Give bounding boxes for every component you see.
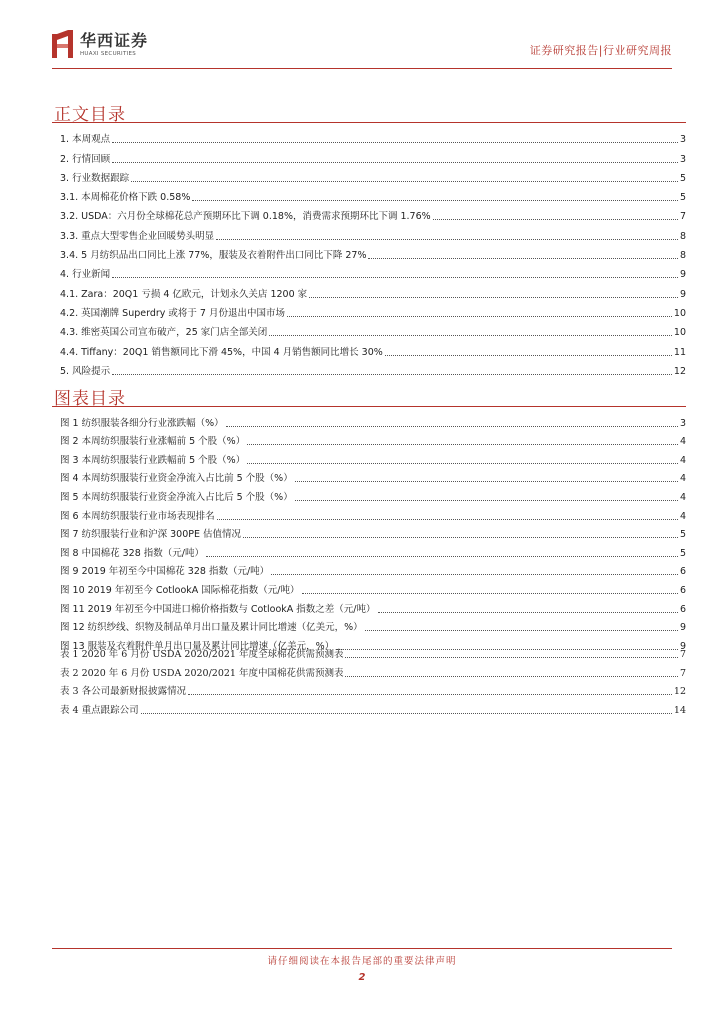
table-entry[interactable] bbox=[60, 697, 686, 715]
figure-entry[interactable] bbox=[60, 559, 686, 578]
figure-entry[interactable] bbox=[60, 429, 686, 448]
page-number: 2 bbox=[358, 972, 366, 983]
dot-leader bbox=[345, 676, 677, 677]
toc-entry[interactable] bbox=[60, 184, 686, 203]
toc-entry-text: 2. 行情回顾 bbox=[60, 153, 111, 165]
dot-leader bbox=[217, 519, 678, 520]
figure-entry[interactable] bbox=[60, 503, 686, 522]
figure-entry-page: 3 bbox=[679, 417, 686, 429]
dot-leader bbox=[112, 277, 678, 278]
toc-entry[interactable] bbox=[60, 165, 686, 184]
toc-entry[interactable] bbox=[60, 338, 686, 357]
dot-leader bbox=[112, 142, 678, 143]
dot-leader bbox=[112, 162, 678, 163]
toc-entry-text: 3.2. USDA：六月份全球棉花总产预期环比下调 0.18%，消费需求预期环比下调 1.76% bbox=[60, 211, 431, 223]
figure-entry-text: 图 12 纺织纱线、织物及制品单月出口量及累计同比增速（亿美元，%） bbox=[60, 622, 363, 634]
figure-toc-title: 图表目录 bbox=[54, 389, 126, 409]
toc-entry-text: 4.4. Tiffany：20Q1 销售额同比下滑 45%，中国 4 月销售额同比增长 30% bbox=[60, 346, 383, 358]
dot-leader bbox=[141, 713, 672, 714]
dot-leader bbox=[385, 355, 672, 356]
figure-entry-page: 4 bbox=[679, 436, 686, 448]
figure-entry-text: 图 1 纺织服装各细分行业涨跌幅（%） bbox=[60, 417, 224, 429]
dot-leader bbox=[302, 593, 678, 594]
toc-entry-page: 3 bbox=[679, 134, 686, 146]
figure-entry[interactable] bbox=[60, 596, 686, 615]
dot-leader bbox=[188, 694, 672, 695]
figure-entry-text: 图 11 2019 年初至今中国进口棉价格指数与 CotlookA 指数之差（元/吨） bbox=[60, 603, 376, 615]
toc-entry-text: 4. 行业新闻 bbox=[60, 269, 111, 281]
figure-entry-page: 9 bbox=[679, 640, 686, 652]
table-entry-page: 7 bbox=[679, 667, 686, 679]
figure-entry-text: 图 5 本周纺织服装行业资金净流入占比后 5 个股（%） bbox=[60, 491, 293, 503]
toc-entry-page: 5 bbox=[679, 192, 686, 204]
figure-entry-text: 图 8 中国棉花 328 指数（元/吨） bbox=[60, 547, 204, 559]
figure-toc-list bbox=[60, 410, 686, 652]
figure-entry-text: 图 2 本周纺织服装行业涨幅前 5 个股（%） bbox=[60, 436, 246, 448]
figure-entry[interactable] bbox=[60, 447, 686, 466]
figure-entry[interactable] bbox=[60, 615, 686, 634]
figure-entry-text: 图 7 纺织服装行业和沪深 300PE 估值情况 bbox=[60, 529, 241, 541]
main-toc-list bbox=[60, 126, 686, 377]
toc-entry-page: 5 bbox=[679, 172, 686, 184]
dot-leader bbox=[216, 239, 678, 240]
toc-entry[interactable] bbox=[60, 145, 686, 164]
figure-toc-rule bbox=[52, 406, 686, 407]
toc-entry-text: 3. 行业数据跟踪 bbox=[60, 172, 130, 184]
figure-entry-page: 4 bbox=[679, 473, 686, 485]
toc-entry[interactable] bbox=[60, 280, 686, 299]
toc-entry-page: 11 bbox=[673, 346, 686, 358]
toc-entry-text: 3.1. 本周棉花价格下跌 0.58% bbox=[60, 192, 191, 204]
toc-entry[interactable] bbox=[60, 203, 686, 222]
figure-entry[interactable] bbox=[60, 484, 686, 503]
toc-entry-page: 10 bbox=[673, 307, 686, 319]
dot-leader bbox=[345, 657, 677, 658]
dot-leader bbox=[378, 612, 678, 613]
table-entry-text: 表 4 重点跟踪公司 bbox=[60, 704, 139, 716]
toc-entry[interactable] bbox=[60, 242, 686, 261]
figure-entry-text: 图 3 本周纺织服装行业跌幅前 5 个股（%） bbox=[60, 454, 246, 466]
toc-entry-text: 4.1. Zara：20Q1 亏损 4 亿欧元，计划永久关店 1200 家 bbox=[60, 288, 308, 300]
toc-entry[interactable] bbox=[60, 126, 686, 145]
figure-entry[interactable] bbox=[60, 540, 686, 559]
dot-leader bbox=[131, 181, 678, 182]
table-entry-page: 14 bbox=[673, 704, 686, 716]
toc-entry[interactable] bbox=[60, 300, 686, 319]
figure-entry-text: 图 9 2019 年初至今中国棉花 328 指数（元/吨） bbox=[60, 566, 270, 578]
dot-leader bbox=[206, 556, 678, 557]
figure-entry-page: 4 bbox=[679, 454, 686, 466]
dot-leader bbox=[433, 219, 678, 220]
table-entry[interactable] bbox=[60, 660, 686, 678]
table-entry[interactable] bbox=[60, 642, 686, 660]
figure-entry-page: 6 bbox=[679, 566, 686, 578]
toc-entry-page: 9 bbox=[679, 288, 686, 300]
toc-entry-text: 4.3. 维密英国公司宣布破产，25 家门店全部关闭 bbox=[60, 327, 268, 339]
figure-entry[interactable] bbox=[60, 522, 686, 541]
figure-entry[interactable] bbox=[60, 410, 686, 429]
toc-entry[interactable] bbox=[60, 222, 686, 241]
toc-entry-text: 1. 本周观点 bbox=[60, 134, 111, 146]
figure-entry-page: 6 bbox=[679, 584, 686, 596]
toc-entry-page: 8 bbox=[679, 250, 686, 262]
toc-entry-page: 8 bbox=[679, 230, 686, 242]
table-entry-text: 表 2 2020 年 6 月份 USDA 2020/2021 年度中国棉花供需预测表 bbox=[60, 667, 344, 679]
footer-rule bbox=[52, 948, 672, 949]
figure-entry-text: 图 13 服装及衣着附件单月出口量及累计同比增速（亿美元，%） bbox=[60, 640, 335, 652]
huaxi-logo-icon bbox=[52, 30, 74, 60]
figure-entry[interactable] bbox=[60, 577, 686, 596]
dot-leader bbox=[192, 200, 678, 201]
dot-leader bbox=[269, 335, 672, 336]
dot-leader bbox=[287, 316, 672, 317]
table-toc-list bbox=[60, 642, 686, 716]
main-toc-rule bbox=[52, 122, 686, 123]
company-logo bbox=[52, 30, 148, 60]
logo-english-name: HUAXI SECURITIES bbox=[80, 50, 137, 57]
toc-entry-page: 3 bbox=[679, 153, 686, 165]
dot-leader bbox=[226, 426, 678, 427]
toc-entry-text: 3.3. 重点大型零售企业回暖势头明显 bbox=[60, 230, 215, 242]
toc-entry-page: 12 bbox=[673, 365, 686, 377]
table-entry-text: 表 3 各公司最新财报披露情况 bbox=[60, 686, 187, 698]
figure-entry-page: 4 bbox=[679, 510, 686, 522]
logo-chinese-name: 华西证券 bbox=[80, 30, 149, 50]
figure-entry-page: 6 bbox=[679, 603, 686, 615]
toc-entry-text: 5. 风险提示 bbox=[60, 365, 111, 377]
toc-entry[interactable] bbox=[60, 319, 686, 338]
dot-leader bbox=[271, 574, 678, 575]
dot-leader bbox=[295, 500, 678, 501]
figure-entry-text: 图 6 本周纺织服装行业市场表现排名 bbox=[60, 510, 215, 522]
dot-leader bbox=[247, 463, 678, 464]
toc-entry[interactable] bbox=[60, 261, 686, 280]
table-entry-text: 表 1 2020 年 6 月份 USDA 2020/2021 年度全球棉花供需预测表 bbox=[60, 649, 344, 661]
figure-entry[interactable] bbox=[60, 466, 686, 485]
toc-entry-page: 9 bbox=[679, 269, 686, 281]
table-entry[interactable] bbox=[60, 679, 686, 697]
dot-leader bbox=[309, 297, 678, 298]
figure-entry-text: 图 10 2019 年初至今 CotlookA 国际棉花指数（元/吨） bbox=[60, 584, 300, 596]
figure-entry-text: 图 4 本周纺织服装行业资金净流入占比前 5 个股（%） bbox=[60, 473, 293, 485]
toc-entry[interactable] bbox=[60, 358, 686, 377]
figure-entry-page: 5 bbox=[679, 547, 686, 559]
table-entry-page: 7 bbox=[679, 649, 686, 661]
figure-entry-page: 9 bbox=[679, 622, 686, 634]
dot-leader bbox=[368, 258, 677, 259]
page-header bbox=[52, 28, 672, 69]
footer-disclaimer[interactable]: 请仔细阅读在本报告尾部的重要法律声明 bbox=[267, 956, 457, 967]
report-type-label: 证券研究报告|行业研究周报 bbox=[529, 44, 672, 57]
toc-entry-page: 7 bbox=[679, 211, 686, 223]
figure-entry-page: 4 bbox=[679, 491, 686, 503]
dot-leader bbox=[112, 374, 672, 375]
table-entry-page: 12 bbox=[673, 686, 686, 698]
dot-leader bbox=[365, 630, 678, 631]
figure-entry-page: 5 bbox=[679, 529, 686, 541]
main-toc-title: 正文目录 bbox=[54, 105, 126, 125]
dot-leader bbox=[247, 444, 678, 445]
toc-entry-page: 10 bbox=[673, 327, 686, 339]
dot-leader bbox=[295, 481, 678, 482]
toc-entry-text: 4.2. 英国潮牌 Superdry 或将于 7 月份退出中国市场 bbox=[60, 307, 285, 319]
dot-leader bbox=[243, 537, 678, 538]
toc-entry-text: 3.4. 5 月纺织品出口同比上涨 77%，服装及衣着附件出口同比下降 27% bbox=[60, 250, 367, 262]
